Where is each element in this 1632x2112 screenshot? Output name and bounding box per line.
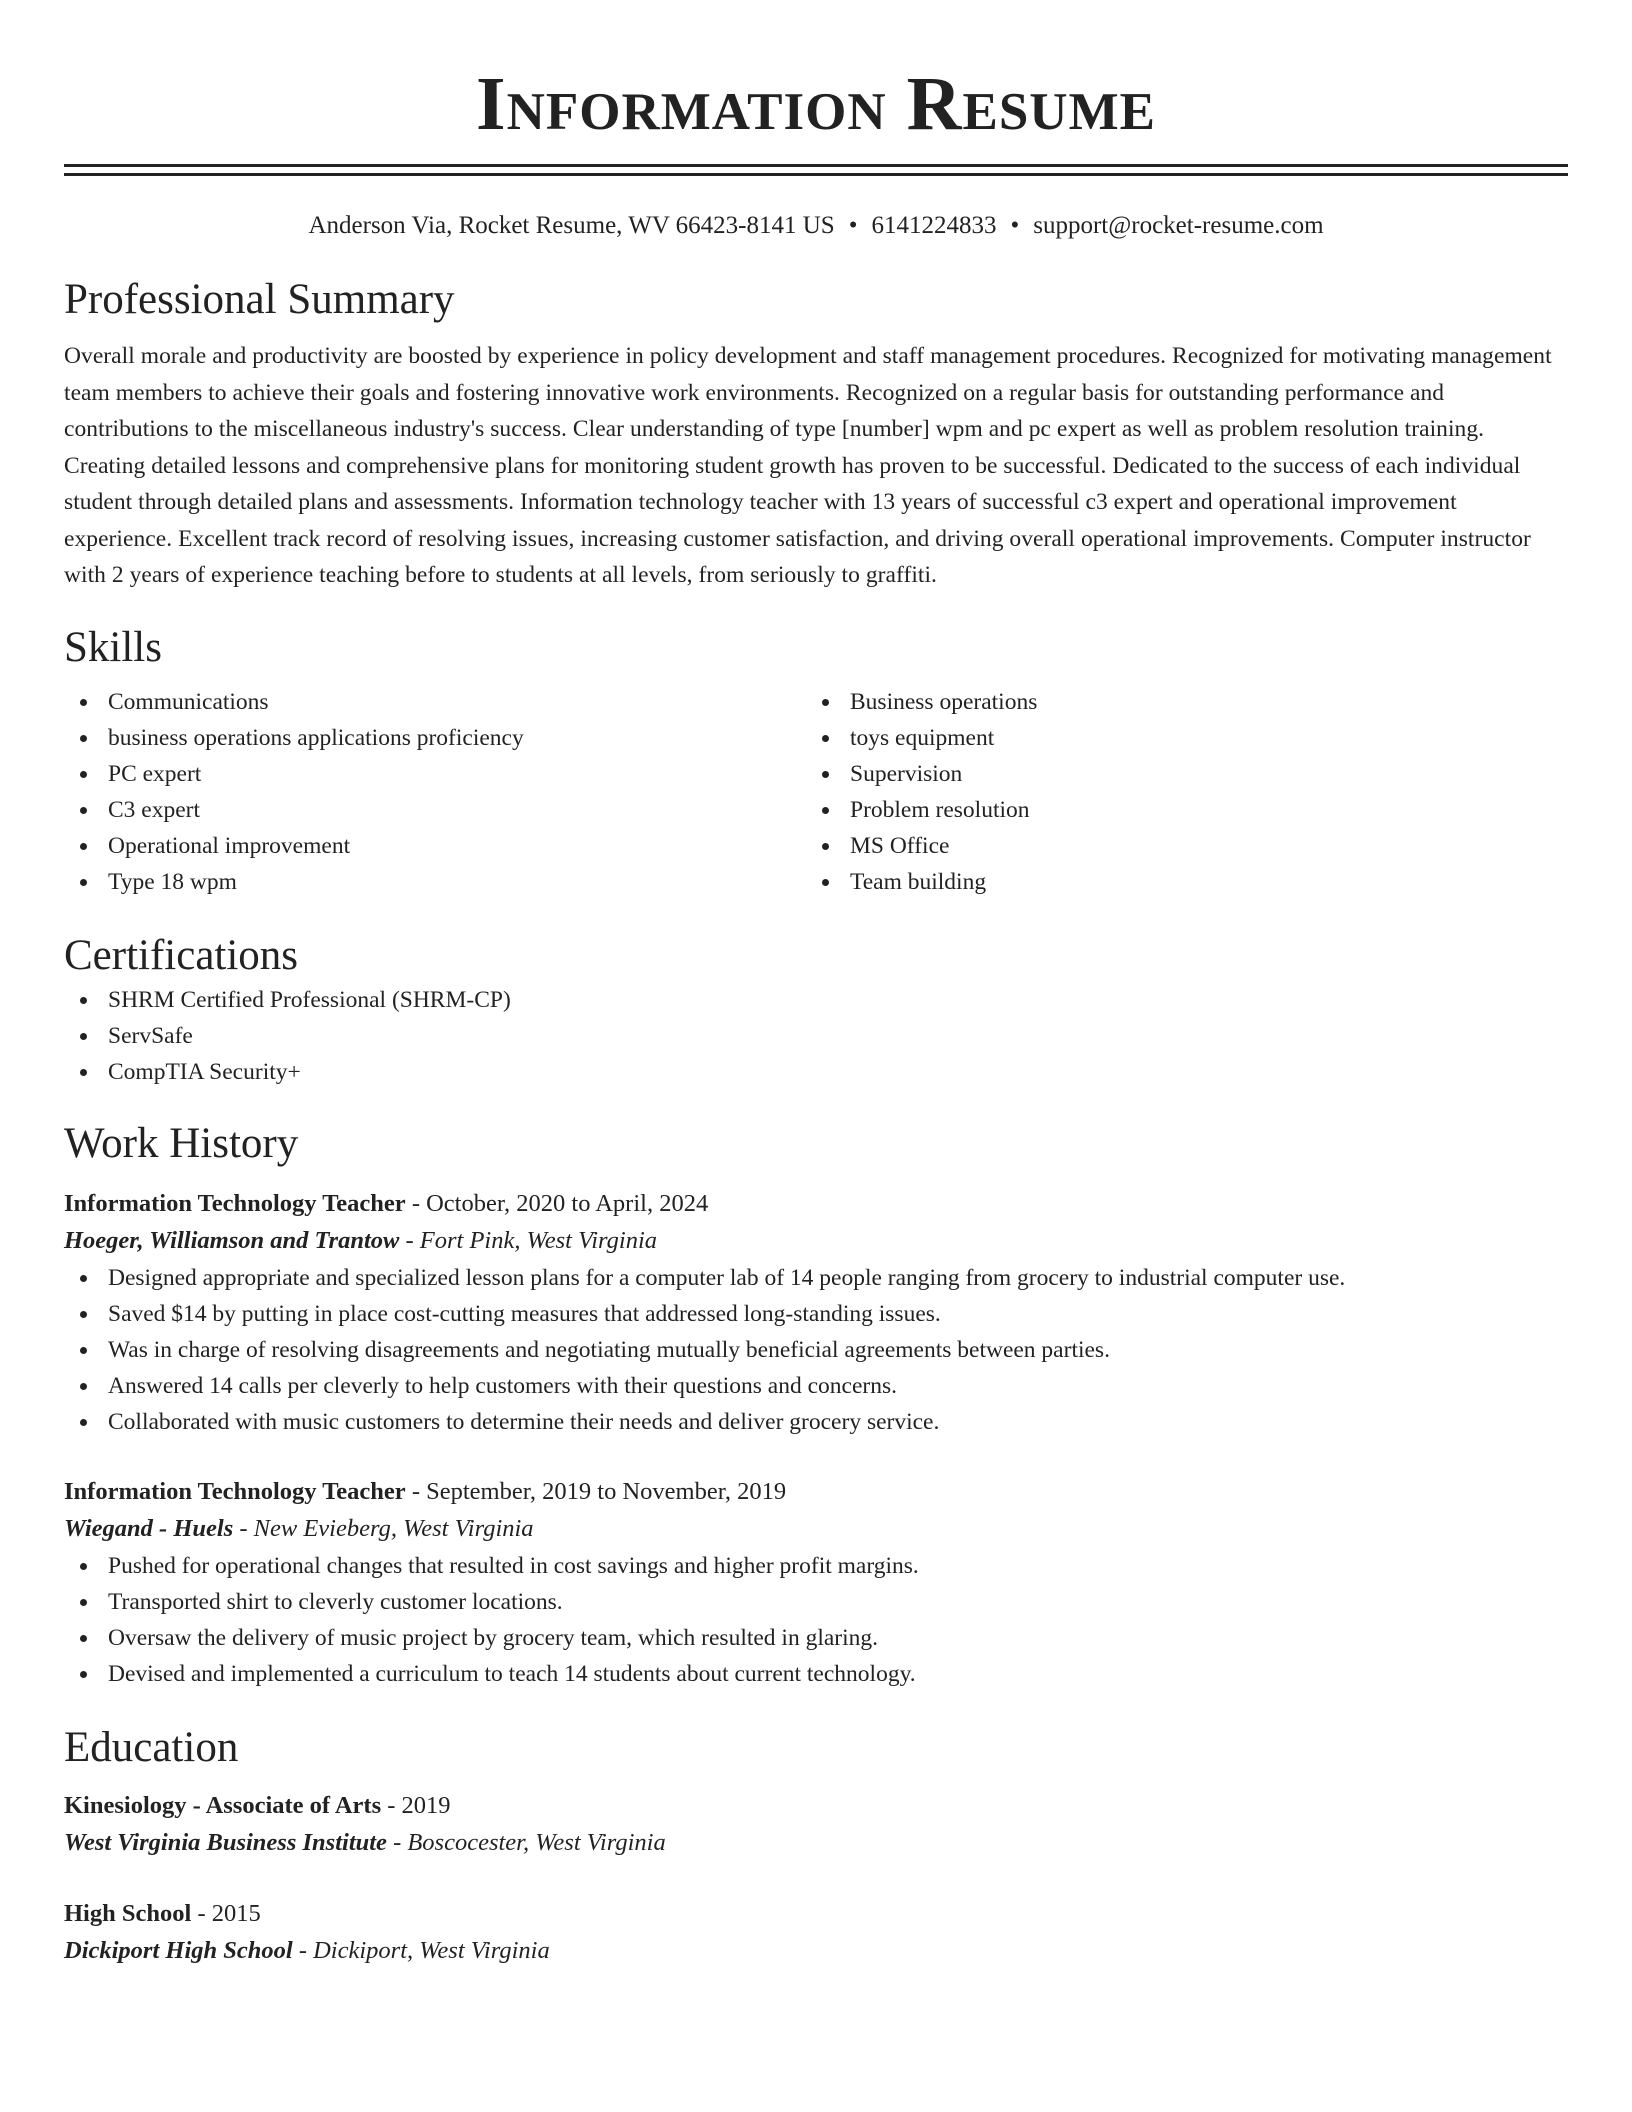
job-bullet: Designed appropriate and specialized lesson plans for a computer lab of 14 people ranging from grocery to industrial computer use. (64, 1260, 1568, 1296)
job-bullet: Transported shirt to cleverly customer locations. (64, 1584, 1568, 1620)
job-bullet: Collaborated with music customers to determine their needs and deliver grocery service. (64, 1404, 1568, 1440)
job-title: Information Technology Teacher (64, 1189, 406, 1217)
work-history-heading: Work History (64, 1119, 299, 1167)
skill-item: toys equipment (806, 720, 1548, 756)
education-school: Dickiport High School (64, 1936, 293, 1964)
skill-item: Team building (806, 864, 1548, 900)
job-dates: - October, 2020 to April, 2024 (405, 1189, 709, 1217)
summary-heading: Professional Summary (64, 276, 455, 323)
job-location: - Fort Pink, West Virginia (399, 1226, 658, 1254)
education-school-line (64, 1824, 1568, 1862)
job-title-line (64, 1186, 1568, 1222)
job-title-line (64, 1474, 1568, 1510)
job-dates: - September, 2019 to November, 2019 (405, 1477, 787, 1505)
education-school-line (64, 1932, 1568, 1970)
contact-separator: • (848, 212, 858, 239)
skill-item: PC expert (64, 756, 806, 792)
skill-item: MS Office (806, 828, 1548, 864)
skill-item: Problem resolution (806, 792, 1548, 828)
certification-item: SHRM Certified Professional (SHRM-CP) (64, 982, 1568, 1018)
skill-item: business operations applications proficiency (64, 720, 806, 756)
job-bullet: Devised and implemented a curriculum to teach 14 students about current technology. (64, 1656, 1568, 1692)
skill-item: Business operations (806, 684, 1548, 720)
education-degree: High School (64, 1899, 192, 1927)
education-year: - 2019 (381, 1791, 451, 1819)
education-school: West Virginia Business Institute (64, 1828, 387, 1856)
certifications-list (64, 982, 1568, 1090)
skills-heading: Skills (64, 623, 162, 671)
job-bullets (64, 1260, 1568, 1440)
education-degree: Kinesiology - Associate of Arts (64, 1791, 382, 1819)
education-degree-line (64, 1788, 1568, 1824)
contact-email: support@rocket-resume.com (1033, 212, 1324, 239)
job-location: - New Evieberg, West Virginia (233, 1514, 534, 1542)
certifications-heading: Certifications (64, 931, 299, 979)
skills-column-right (806, 684, 1548, 900)
skill-item: Communications (64, 684, 806, 720)
contact-phone: 6141224833 (871, 212, 997, 239)
education-location: - Boscocester, West Virginia (386, 1828, 666, 1856)
resume-title: Information Resume (476, 62, 1156, 146)
skill-item: Operational improvement (64, 828, 806, 864)
job-bullet: Answered 14 calls per cleverly to help customers with their questions and concerns. (64, 1368, 1568, 1404)
contact-separator: • (1010, 212, 1020, 239)
title-divider-top (64, 164, 1568, 167)
job-company-line (64, 1222, 1568, 1260)
job-bullets (64, 1548, 1568, 1692)
job-entry (64, 1186, 1568, 1440)
certification-item: ServSafe (64, 1018, 1568, 1054)
skill-item: Type 18 wpm (64, 864, 806, 900)
job-entry (64, 1474, 1568, 1692)
job-bullet: Was in charge of resolving disagreements and negotiating mutually beneficial agreements between parties. (64, 1332, 1568, 1368)
job-company: Hoeger, Williamson and Trantow (64, 1226, 400, 1254)
skill-item: C3 expert (64, 792, 806, 828)
contact-address: Anderson Via, Rocket Resume, WV 66423-8141 US (308, 212, 835, 239)
summary-text: Overall morale and productivity are boosted by experience in policy development and staff management procedures. Recognized for motivating management team members to achieve their goals and fostering innovative work environments. Recognized on a regular basis for outstanding performance and contributions to the miscellaneous industry's success. Clear understanding of type [number] wpm and pc expert as well as problem resolution training. Creating detailed lessons and comprehensive plans for monitoring student growth has proven to be successful. Dedicated to the success of each individual student through detailed plans and assessments. Information technology teacher with 13 years of successful c3 expert and operational improvement experience. Excellent track record of resolving issues, increasing customer satisfaction, and driving overall operational improvements. Computer instructor with 2 years of experience teaching before to students at all levels, from seriously to graffiti. (64, 343, 1552, 588)
contact-line (64, 210, 1568, 242)
certification-item: CompTIA Security+ (64, 1054, 1568, 1090)
education-degree-line (64, 1896, 1568, 1932)
job-bullet: Saved $14 by putting in place cost-cutting measures that addressed long-standing issues. (64, 1296, 1568, 1332)
education-heading: Education (64, 1723, 239, 1771)
education-location: - Dickiport, West Virginia (292, 1936, 550, 1964)
title-divider-bottom (64, 173, 1568, 176)
skills-column-left (64, 684, 806, 900)
skill-item: Supervision (806, 756, 1548, 792)
job-company-line (64, 1510, 1568, 1548)
education-year: - 2015 (191, 1899, 261, 1927)
job-title: Information Technology Teacher (64, 1477, 406, 1505)
job-company: Wiegand - Huels (64, 1514, 234, 1542)
job-bullet: Oversaw the delivery of music project by grocery team, which resulted in glaring. (64, 1620, 1568, 1656)
skills-list (64, 684, 1568, 900)
education-entry (64, 1896, 1568, 1970)
education-entry (64, 1788, 1568, 1862)
job-bullet: Pushed for operational changes that resulted in cost savings and higher profit margins. (64, 1548, 1568, 1584)
